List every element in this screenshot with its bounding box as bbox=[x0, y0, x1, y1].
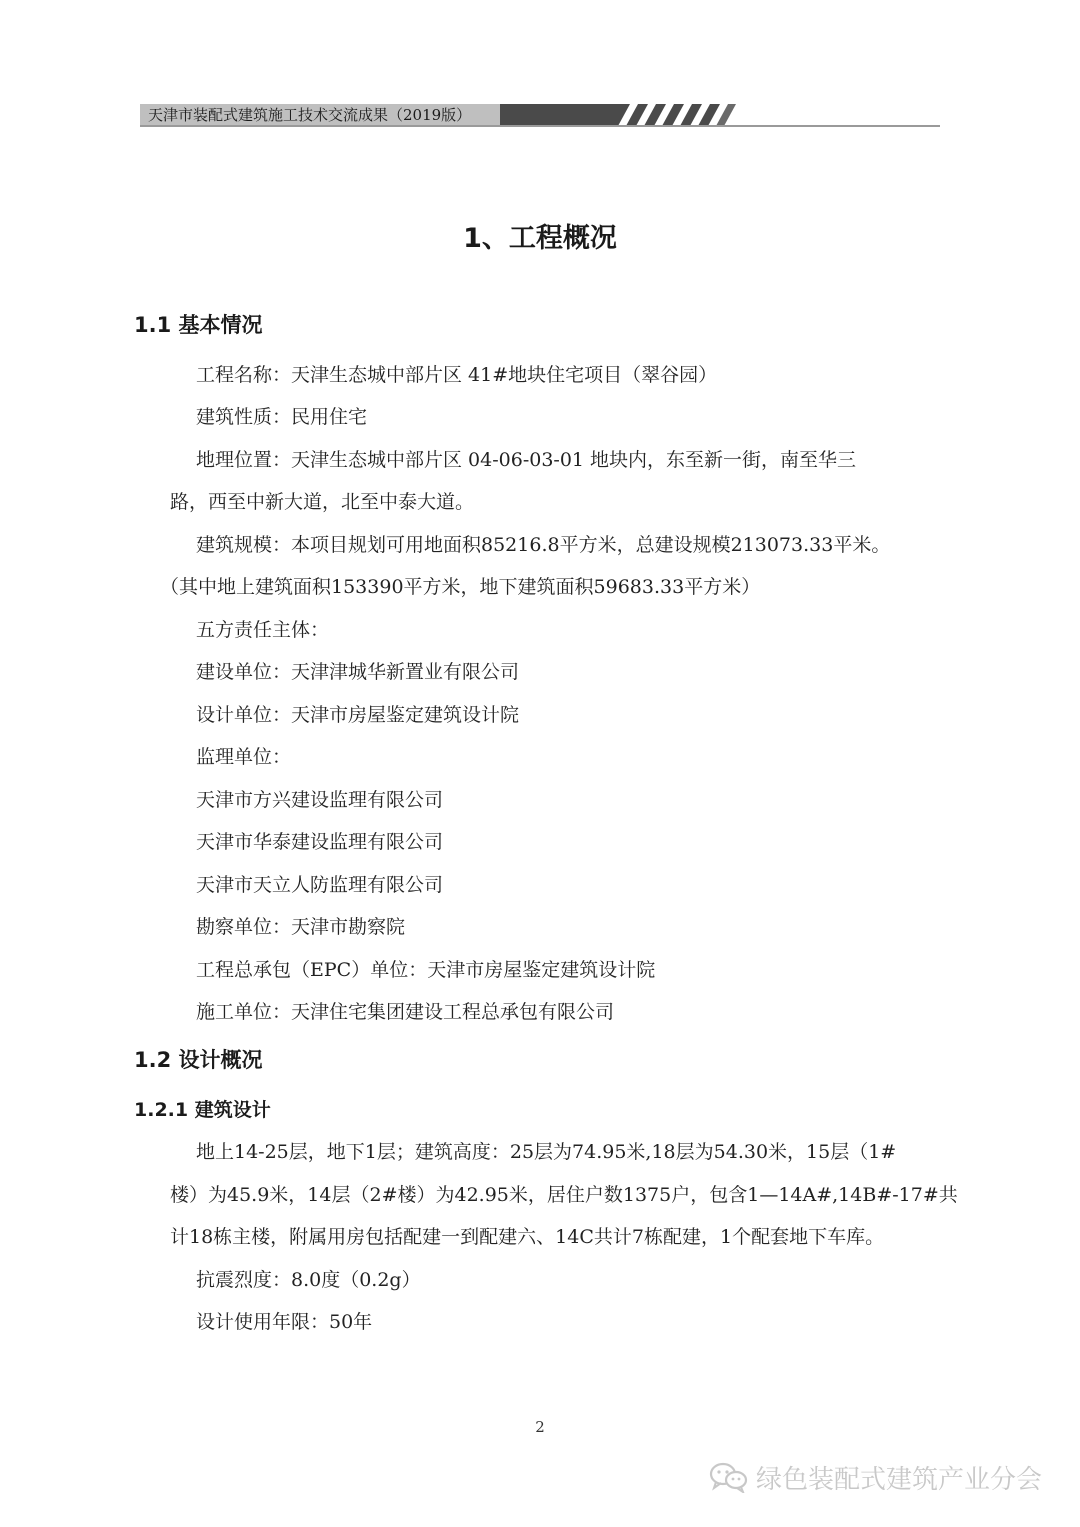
watermark-text: 绿色装配式建筑产业分会 bbox=[756, 1464, 1043, 1495]
paragraph-line: 建设单位：天津津城华新置业有限公司 bbox=[196, 661, 520, 683]
running-header bbox=[140, 104, 940, 128]
paragraph-line: 建筑规模：本项目规划可用地面积85216.8平方米，总建设规模213073.33平米。 bbox=[196, 534, 891, 556]
paragraph-line: 监理单位： bbox=[196, 746, 292, 768]
wechat-icon bbox=[708, 1461, 748, 1493]
section-heading-1-1: 1.1 基本情况 bbox=[134, 313, 263, 337]
header-stripes-decoration bbox=[500, 104, 740, 126]
paragraph-line: 设计使用年限：50年 bbox=[196, 1311, 373, 1333]
chapter-title: 1、工程概况 bbox=[463, 223, 617, 254]
paragraph-line: 计18栋主楼，附属用房包括配建一到配建六、14C共计7栋配建，1个配套地下车库。 bbox=[170, 1226, 885, 1248]
paragraph-line: 工程名称：天津生态城中部片区 41#地块住宅项目（翠谷园） bbox=[196, 364, 718, 386]
header-rule bbox=[140, 125, 940, 127]
section-heading-1-2: 1.2 设计概况 bbox=[134, 1048, 263, 1072]
paragraph-line: 天津市华泰建设监理有限公司 bbox=[196, 831, 444, 853]
paragraph-line: 设计单位：天津市房屋鉴定建筑设计院 bbox=[196, 704, 520, 726]
paragraph-line: （其中地上建筑面积153390平方米，地下建筑面积59683.33平方米） bbox=[160, 576, 761, 598]
paragraph-line: 施工单位：天津住宅集团建设工程总承包有限公司 bbox=[196, 1001, 615, 1023]
paragraph-line: 楼）为45.9米，14层（2#楼）为42.95米，居住户数1375户，包含1—14A#,14B#-17#共 bbox=[170, 1184, 958, 1206]
watermark bbox=[708, 1457, 1042, 1497]
paragraph-line: 天津市天立人防监理有限公司 bbox=[196, 874, 444, 896]
paragraph-line: 勘察单位：天津市勘察院 bbox=[196, 916, 406, 938]
subsection-heading-1-2-1: 1.2.1 建筑设计 bbox=[134, 1099, 271, 1121]
header-title: 天津市装配式建筑施工技术交流成果（2019版） bbox=[148, 106, 472, 124]
paragraph-line: 路，西至中新大道，北至中泰大道。 bbox=[170, 491, 475, 513]
paragraph-line: 五方责任主体： bbox=[196, 619, 330, 641]
paragraph-line: 天津市方兴建设监理有限公司 bbox=[196, 789, 444, 811]
paragraph-line: 地理位置：天津生态城中部片区 04-06-03-01 地块内，东至新一街，南至华三 bbox=[196, 449, 857, 471]
paragraph-line: 地上14-25层，地下1层；建筑高度：25层为74.95米,18层为54.30米，15层（1# bbox=[196, 1141, 897, 1163]
paragraph-line: 工程总承包（EPC）单位：天津市房屋鉴定建筑设计院 bbox=[196, 959, 656, 981]
paragraph-line: 建筑性质：民用住宅 bbox=[196, 406, 368, 428]
paragraph-line: 抗震烈度：8.0度（0.2g） bbox=[196, 1269, 421, 1291]
page-number: 2 bbox=[535, 1418, 545, 1436]
